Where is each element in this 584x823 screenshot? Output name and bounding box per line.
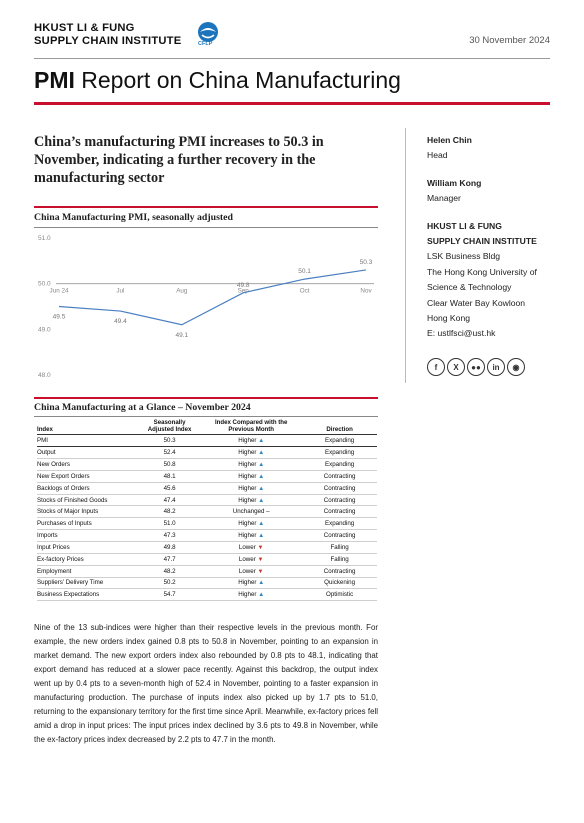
table-header-row [37,419,377,435]
index-value-cell: 48.2 [139,565,200,577]
column-header: Index [37,419,139,435]
index-value-cell: 48.1 [139,470,200,482]
trend-arrow-icon: ▲ [258,521,265,528]
index-name-cell: Imports [37,530,139,542]
x-tick-label: Oct [299,287,310,295]
direction-cell: Falling [302,542,377,554]
index-name-cell: Input Prices [37,542,139,554]
change-cell [200,530,302,542]
institute-name-line1: HKUST LI & FUNG [34,22,135,34]
index-value-cell: 45.6 [139,482,200,494]
index-name-cell: Output [37,447,139,459]
x-icon[interactable]: X [447,358,465,376]
direction-cell: Falling [302,553,377,565]
change-text: Higher [238,520,257,528]
index-value-cell: 49.8 [139,542,200,554]
direction-cell: Expanding [302,518,377,530]
trend-arrow-icon: ▲ [258,462,265,469]
address-line: LSK Business Bldg [427,251,501,262]
change-text: Higher [238,496,257,504]
change-text: Higher [238,461,257,469]
table-row [37,506,377,518]
data-label: 49.8 [236,281,250,289]
data-label: 49.1 [175,331,189,339]
page-title-bold: PMI [34,67,75,93]
contact-sidebar [427,133,557,342]
change-text: Higher [238,437,257,445]
index-value-cell: 47.4 [139,494,200,506]
index-name-cell: PMI [37,435,139,447]
table-row [37,482,377,494]
trend-arrow-icon: ▼ [257,556,264,563]
x-tick-label: Jun 24 [49,287,69,295]
index-name-cell: Stocks of Finished Goods [37,494,139,506]
direction-cell: Expanding [302,435,377,447]
direction-cell: Contracting [302,530,377,542]
change-text: Higher [238,449,257,457]
trend-arrow-icon: ▲ [258,485,265,492]
change-cell [200,565,302,577]
data-label: 50.3 [359,258,373,266]
index-value-cell: 51.0 [139,518,200,530]
table-row [37,447,377,459]
change-cell [200,470,302,482]
data-label: 49.5 [52,313,66,321]
contact-name-1: Helen Chin [427,135,472,145]
y-tick-label: 49.0 [38,326,51,334]
change-text: Higher [238,532,257,540]
direction-cell: Optimistic [302,589,377,601]
page-title [34,67,401,94]
table-section-title: China Manufacturing at a Glance – November 2024 [34,402,251,413]
trend-arrow-icon: ▲ [258,473,265,480]
contact-role-2: Manager [427,193,461,204]
address-line: Clear Water Bay Kowloon [427,297,526,308]
change-cell [200,435,302,447]
direction-cell: Contracting [302,482,377,494]
contact-org-line2: SUPPLY CHAIN INSTITUTE [427,236,537,247]
direction-cell: Expanding [302,459,377,471]
glance-table [37,419,377,601]
weibo-icon[interactable]: ◉ [507,358,525,376]
table-row [37,435,377,447]
x-tick-label: Nov [360,287,372,295]
index-value-cell: 47.3 [139,530,200,542]
index-name-cell: Suppliers' Delivery Time [37,577,139,589]
table-row [37,577,377,589]
change-text: Unchanged [232,508,265,516]
index-name-cell: New Export Orders [37,470,139,482]
trend-arrow-icon: – [266,508,270,516]
sidebar-divider [405,128,406,383]
header-divider [34,58,550,59]
trend-arrow-icon: ▼ [257,568,264,575]
chart-section-title: China Manufacturing PMI, seasonally adjusted [34,212,233,223]
pmi-line-chart [34,230,384,380]
y-tick-label: 51.0 [38,235,51,242]
x-tick-label: Sep [237,287,249,295]
change-cell [200,553,302,565]
change-cell [200,589,302,601]
trend-arrow-icon: ▲ [258,580,265,587]
table-row [37,494,377,506]
change-text: Higher [238,484,257,492]
x-tick-label: Aug [176,287,188,295]
y-tick-label: 48.0 [38,372,51,379]
trend-arrow-icon: ▼ [257,544,264,551]
change-cell [200,577,302,589]
linkedin-icon[interactable]: in [487,358,505,376]
direction-cell: Contracting [302,565,377,577]
cflp-logo-text: CFLP [198,41,213,47]
change-cell [200,518,302,530]
contact-email[interactable]: E: ustlfsci@ust.hk [427,328,496,339]
index-value-cell: 54.7 [139,589,200,601]
x-tick-label: Jul [116,287,125,295]
index-value-cell: 50.3 [139,435,200,447]
table-row [37,470,377,482]
report-date: 30 November 2024 [469,35,550,46]
title-accent-rule [34,102,550,105]
index-name-cell: Purchases of Inputs [37,518,139,530]
trend-arrow-icon: ▲ [258,450,265,457]
change-text: Lower [238,543,256,551]
trend-arrow-icon: ▲ [258,497,265,504]
contact-name-2: William Kong [427,177,482,188]
contact-role-1: Head [427,150,448,161]
table-row [37,459,377,471]
change-cell [200,542,302,554]
direction-cell: Expanding [302,447,377,459]
index-name-cell: Stocks of Major Inputs [37,506,139,518]
index-name-cell: Ex-factory Prices [37,553,139,565]
institute-name [34,22,181,48]
trend-arrow-icon: ▲ [258,533,265,540]
column-header: Seasonally Adjusted Index [139,419,200,435]
table-row [37,542,377,554]
y-tick-label: 50.0 [38,280,51,288]
index-value-cell: 47.7 [139,553,200,565]
column-header: Index Compared with the Previous Month [200,419,302,435]
table-section-underline [34,416,378,417]
social-links [427,358,525,376]
table-row [37,530,377,542]
index-value-cell: 50.8 [139,459,200,471]
direction-cell: Contracting [302,494,377,506]
trend-arrow-icon: ▲ [258,592,265,599]
body-paragraph: Nine of the 13 sub-indices were higher than their respective levels in the previous month. For example, the new orders index gained 0.8 pts to 50.8 in November, pointing to an expansion in market demand. The new export orders index also rebounded by 0.8 pts to 48.1, indicating that export demand has reduced at a slower pace recently. Against this backdrop, the output index went up by 0.4 pts to a seven-month high of 52.4 in November, pointing to a faster expansion in manufacturing production. The purchase of inputs index also picked up by 1.7 pts to 51.0, returning to the expansionary territory for the first time since April. Meanwhile, ex-factory prices fell amid a drop in input prices: The input prices index declined by 3.6 pts to 49.8 in November, while the ex-factory prices index decreased by 2.2 pts to 47.7 in the month. [34,623,378,745]
direction-cell: Contracting [302,506,377,518]
data-label: 50.1 [298,268,311,276]
address-line: Science & Technology [427,282,512,293]
series-line [59,270,366,325]
table-section-rule [34,397,378,399]
index-name-cell: Business Expectations [37,589,139,601]
change-cell [200,494,302,506]
change-text: Lower [238,555,256,563]
chart-section-underline [34,227,378,228]
direction-cell: Contracting [302,470,377,482]
facebook-icon[interactable]: f [427,358,445,376]
index-name-cell: Employment [37,565,139,577]
table-row [37,518,377,530]
index-value-cell: 52.4 [139,447,200,459]
column-header: Direction [302,419,377,435]
contact-org-line1: HKUST LI & FUNG [427,220,502,231]
index-name-cell: New Orders [37,459,139,471]
address-line: The Hong Kong University of [427,266,537,277]
table-row [37,589,377,601]
change-cell [200,506,302,518]
change-cell [200,447,302,459]
change-text: Lower [238,567,256,575]
chart-section-rule [34,206,378,208]
direction-cell: Quickening [302,577,377,589]
change-text: Higher [238,579,257,587]
index-name-cell: Backlogs of Orders [37,482,139,494]
trend-arrow-icon: ▲ [258,438,265,445]
change-text: Higher [238,472,257,480]
table-row [37,565,377,577]
change-cell [200,459,302,471]
table-row [37,553,377,565]
institute-name-line2: SUPPLY CHAIN INSTITUTE [34,35,182,47]
page-title-rest: Report on China Manufacturing [74,67,401,93]
address-line: Hong Kong [427,313,471,324]
index-value-cell: 48.2 [139,506,200,518]
change-cell [200,482,302,494]
wechat-icon[interactable]: ●● [467,358,485,376]
headline: China’s manufacturing PMI increases to 50.3 in November, indicating a further recovery in the manufacturing sector [34,134,324,186]
change-text: Higher [238,591,257,599]
index-value-cell: 50.2 [139,577,200,589]
data-label: 49.4 [114,318,127,326]
